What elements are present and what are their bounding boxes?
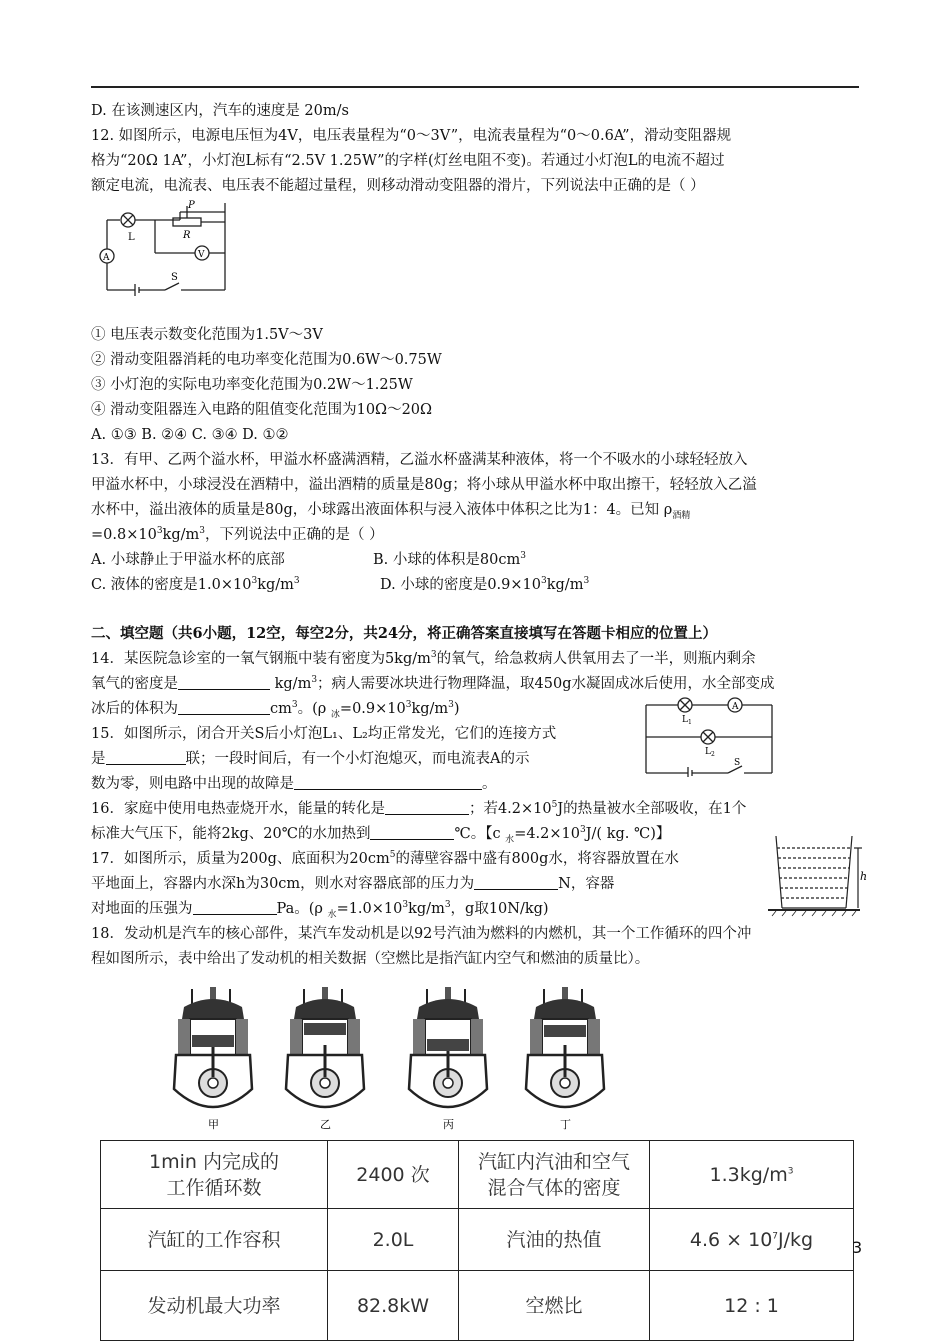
section-2-heading: 二、填空题（共6小题，12空，每空2分，共24分，将正确答案直接填写在答题卡相应的位置上） <box>91 625 718 642</box>
voltmeter-label: V <box>198 250 205 260</box>
stroke-label-ding: 丁 <box>560 1118 571 1130</box>
q12-statement-4: ④ 滑动变阻器连入电路的阻值变化范围为10Ω～20Ω <box>91 402 433 418</box>
stroke-jia-engine <box>174 987 252 1107</box>
q18-text-1: 18．发动机是汽车的核心部件，某汽车发动机是以92号汽油为燃料的内燃机，其一个工作循环的四个冲 <box>91 926 752 942</box>
q17-text-2: 平地面上，容器内水深h为30cm，则水对容器底部的压力为 N，容器 <box>91 876 615 892</box>
q13-text-4: $=0.8\times 10^3kg/m^3$，下列说法中正确的是（ ） <box>91 526 384 543</box>
ammeter-label: A <box>103 253 110 263</box>
q14-text-2: 氧气的密度是 $kg/m^3$；病人需要冰块进行物理降温，取450g水凝固成冰后使用，水全部变成 <box>91 675 775 692</box>
table-cell: $1.3kg/m^3$ <box>650 1141 854 1209</box>
piston <box>192 1035 234 1047</box>
piston <box>544 1025 586 1037</box>
answer-blank[interactable] <box>385 800 469 815</box>
answer-blank[interactable] <box>370 825 454 840</box>
table-cell: 发动机最大功率 <box>101 1271 328 1341</box>
q15-text-1: 15．如图所示，闭合开关S后小灯泡L₁、L₂均正常发光，它们的连接方式 <box>91 726 557 742</box>
answer-blank[interactable] <box>178 675 270 690</box>
table-cell: 12 : 1 <box>650 1271 854 1341</box>
table-cell: 2400 次 <box>328 1141 459 1209</box>
q13-option-b: B. 小球的体积是$80cm^3$ <box>373 551 526 568</box>
q13-text-3: 水杯中，溢出液体的质量是80g，小球露出液面体积与浸入液体中体积之比为1：4。已知 $\rho_{酒精}$ <box>91 502 691 521</box>
lamp-l1-label: $L_1$ <box>682 715 692 726</box>
q12-text-2: 格为“20Ω 1A”，小灯泡L标有“2.5V 1.25W”的字样(灯丝电阻不变)。若通过小灯泡L的电流不超过 <box>91 153 725 169</box>
answer-blank[interactable] <box>474 875 558 890</box>
lamp-l2-label: $L_2$ <box>705 747 715 758</box>
engine-data-table <box>100 1140 854 1341</box>
q13-option-d: D. 小球的密度是$0.9\times 10^3kg/m^3$ <box>380 576 590 593</box>
switch-s-label: S <box>171 272 178 283</box>
depth-h-label: h <box>860 870 868 883</box>
resistor-r-label: R <box>183 230 191 241</box>
stroke-label-jia: 甲 <box>208 1118 219 1130</box>
table-cell: 汽油的热值 <box>459 1209 650 1271</box>
q14-text-3: 冰后的体积为 $cm^3$。(ρ $_冰=0.9\times 10^3kg/m^3$) <box>91 700 460 720</box>
header-rule <box>91 86 859 88</box>
table-cell: 汽缸内汽油和空气 混合气体的密度 <box>459 1141 650 1209</box>
table-cell: 82.8kW <box>328 1271 459 1341</box>
q16-text-2: 标准大气压下，能将2kg、20℃的水加热到 ℃。【c $_水=4.2\times 10^3J/$( kg. ℃)】 <box>91 825 671 845</box>
q15-text-2: 是 联；一段时间后，有一个小灯泡熄灭，而电流表A的示 <box>91 751 530 767</box>
stroke-yi-engine <box>286 987 364 1107</box>
answer-blank[interactable] <box>193 900 277 915</box>
stroke-label-bing: 丙 <box>443 1118 454 1130</box>
q15-text-3: 数为零，则电路中出现的故障是 。 <box>91 776 497 792</box>
q12-statement-3: ③ 小灯泡的实际电功率变化范围为0.2W～1.25W <box>91 377 413 393</box>
q14-text-1: 14．某医院急诊室的一氧气钢瓶中装有密度为$5kg/m^3$的氧气，给急救病人供氧用去了一半，则瓶内剩余 <box>91 650 756 667</box>
lamp-l-label: L <box>128 232 135 243</box>
q12-statement-1: ① 电压表示数变化范围为1.5V～3V <box>91 327 323 343</box>
table-row <box>101 1271 854 1341</box>
table-cell: 汽缸的工作容积 <box>101 1209 328 1271</box>
q13-option-a: A. 小球静止于甲溢水杯的底部 <box>91 552 285 568</box>
engine-strokes-diagram <box>170 985 620 1130</box>
q15-circuit-diagram <box>638 695 778 777</box>
table-cell: 2.0L <box>328 1209 459 1271</box>
ammeter-label: A <box>732 702 739 712</box>
q13-option-c: C. 液体的密度是$1.0\times 10^3kg/m^3$ <box>91 576 300 593</box>
table-cell: 1min 内完成的 工作循环数 <box>101 1141 328 1209</box>
q12-circuit-diagram <box>95 198 230 298</box>
piston <box>304 1023 346 1035</box>
q12-text-3: 额定电流，电流表、电压表不能超过量程，则移动滑动变阻器的滑片，下列说法中正确的是（ ） <box>91 178 705 194</box>
q16-text-1: 16．家庭中使用电热壶烧开水，能量的转化是 ；若$4.2\times 10^5J$的热量被水全部吸收，在1个 <box>91 800 747 817</box>
q17-text-1: 17．如图所示，质量为200g、底面积为$20cm^5$的薄壁容器中盛有800g水，将容器放置在水 <box>91 850 679 867</box>
table-cell: 空燃比 <box>459 1271 650 1341</box>
q12-options: A. ①③ B. ②④ C. ③④ D. ①② <box>91 427 289 443</box>
slider-p-label: P <box>188 200 195 211</box>
table-row <box>101 1141 854 1209</box>
table-cell: $4.6 \times 10^7J/kg$ <box>650 1209 854 1271</box>
q12-text-1: 12. 如图所示，电源电压恒为4V，电压表量程为“0～3V”，电流表量程为“0～0.6A”，滑动变阻器规 <box>91 128 732 144</box>
q12-statement-2: ② 滑动变阻器消耗的电功率变化范围为0.6W～0.75W <box>91 352 442 368</box>
piston <box>427 1039 469 1051</box>
answer-blank[interactable] <box>106 750 186 765</box>
stroke-bing-engine <box>409 987 487 1107</box>
q13-text-1: 13．有甲、乙两个溢水杯，甲溢水杯盛满酒精，乙溢水杯盛满某种液体，将一个不吸水的小球轻轻放入 <box>91 452 748 468</box>
stroke-ding-engine <box>526 987 604 1107</box>
q13-text-2: 甲溢水杯中，小球浸没在酒精中，溢出酒精的质量是80g；将小球从甲溢水杯中取出擦干，轻轻放入乙溢 <box>91 477 757 493</box>
switch-s-label: S <box>734 758 741 768</box>
q18-text-2: 程如图所示，表中给出了发动机的相关数据（空燃比是指汽缸内空气和燃油的质量比）。 <box>91 951 650 967</box>
q17-container-diagram <box>768 828 868 918</box>
answer-blank[interactable] <box>294 775 482 790</box>
answer-blank[interactable] <box>178 700 270 715</box>
page-number: 3 <box>852 1238 863 1257</box>
q17-text-3: 对地面的压强为 Pa。(ρ $_水=1.0\times 10^3kg/m^3$，g取10N/kg) <box>91 900 549 920</box>
stroke-label-yi: 乙 <box>320 1118 331 1130</box>
q11-option-d: D. 在该测速区内，汽车的速度是 20m/s <box>91 103 349 119</box>
table-row <box>101 1209 854 1271</box>
